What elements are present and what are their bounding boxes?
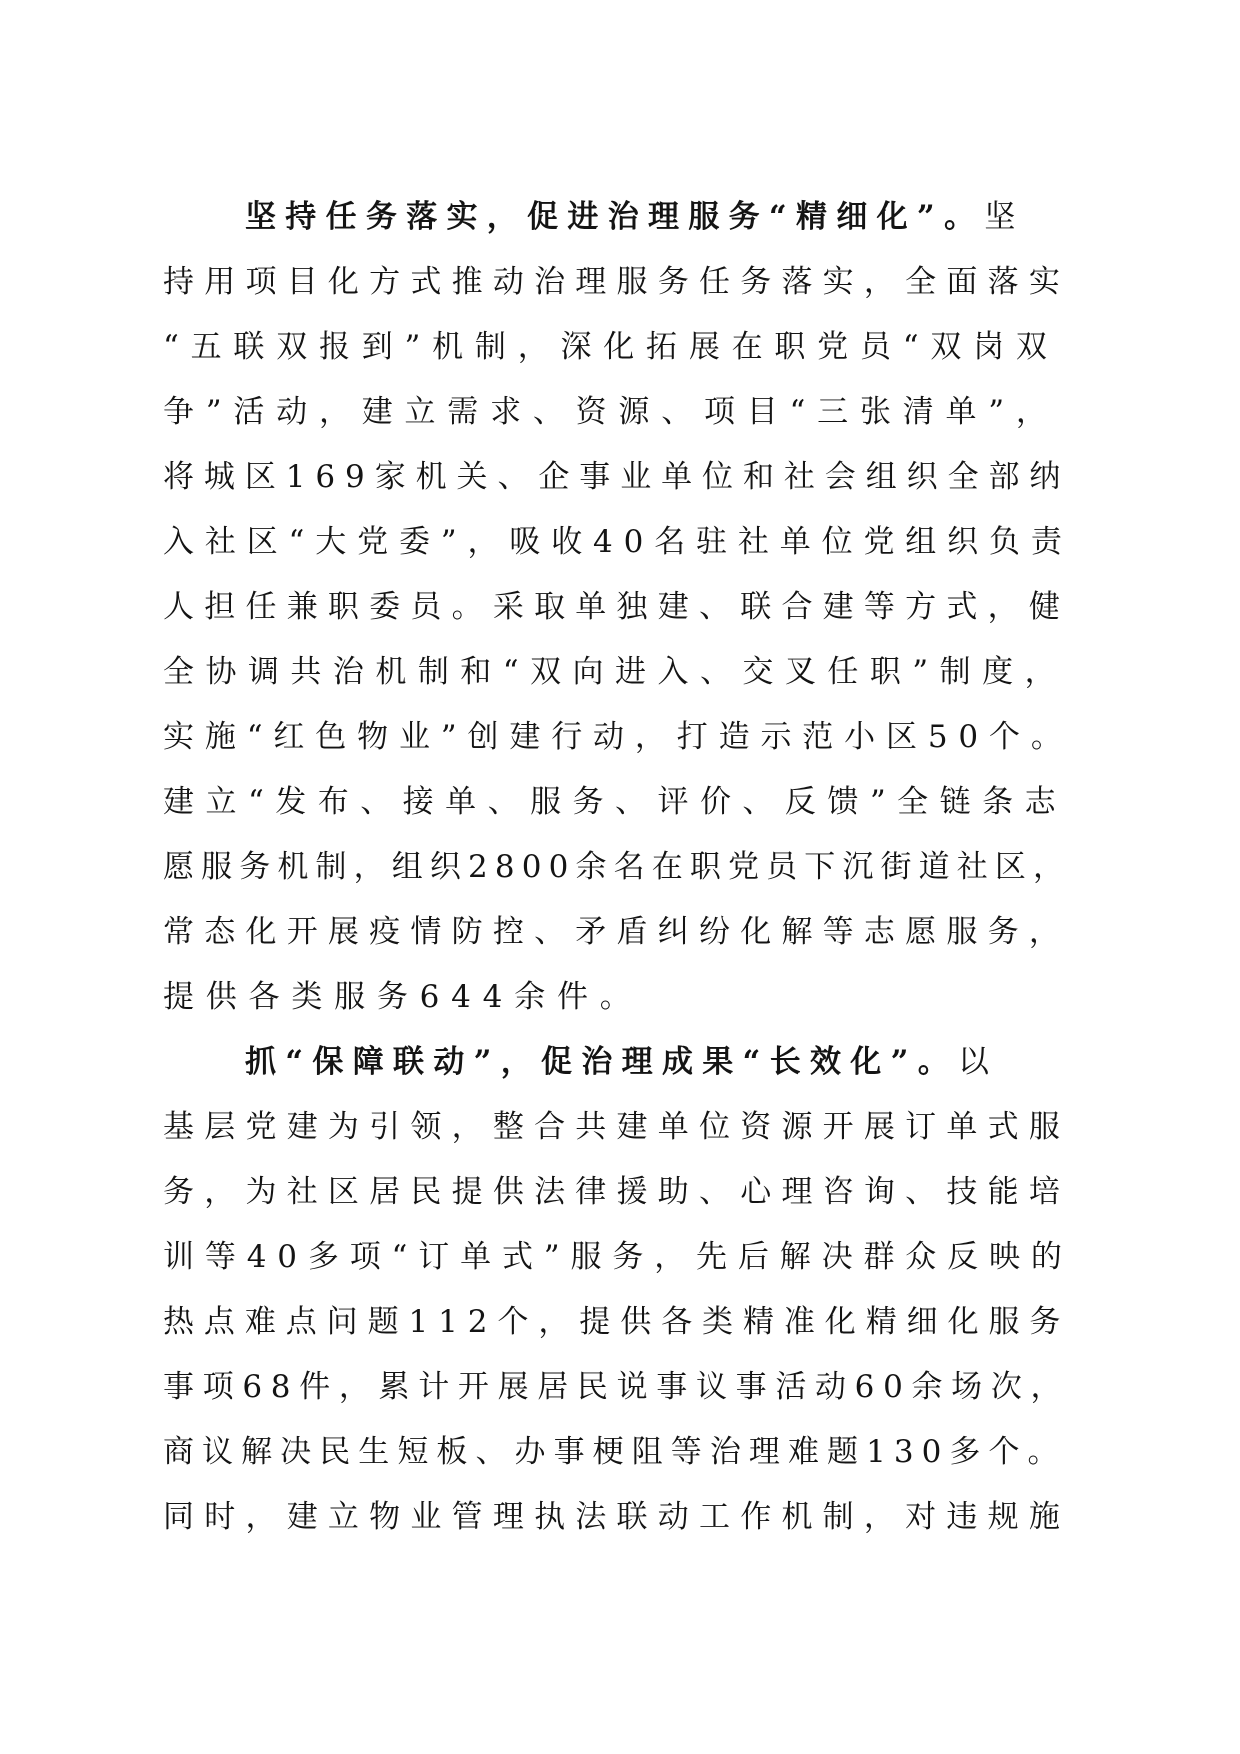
paragraph-2-line: 基层党建为引领，整合共建单位资源开展订单式服: [163, 1109, 1071, 1145]
paragraph-1-line: 人担任兼职委员。采取单独建、联合建等方式，健: [163, 589, 1071, 625]
paragraph-2-line: 商议解决民生短板、办事梗阻等治理难题130多个。: [163, 1434, 1067, 1470]
paragraph-1-line: “五联双报到”机制，深化拓展在职党员“双岗双: [163, 329, 1059, 365]
paragraph-2-heading: 抓“保障联动”，促治理成果“长效化”。: [245, 1044, 959, 1080]
paragraph-2-first-line: [163, 1030, 1073, 1095]
paragraph-1-heading: 坚持任务落实，促进治理服务“精细化”。: [245, 199, 985, 235]
paragraph-2-line: 务，为社区居民提供法律援助、心理咨询、技能培: [163, 1174, 1071, 1210]
paragraph-1-line: 愿服务机制，组织2800余名在职党员下沉街道社区，: [163, 849, 1072, 885]
paragraph-2-line: 事项68件，累计开展居民说事议事活动60余场次，: [163, 1369, 1071, 1405]
paragraph-2-line: 热点难点问题112个，提供各类精准化精细化服务: [163, 1304, 1071, 1340]
paragraph-1-line: 全协调共治机制和“双向进入、交叉任职”制度，: [163, 654, 1068, 690]
paragraph-1-line-text: 坚: [984, 199, 1028, 235]
paragraph-1-line: 常态化开展疫情防控、矛盾纠纷化解等志愿服务，: [163, 914, 1071, 950]
paragraph-2-line: 同时，建立物业管理执法联动工作机制，对违规施: [163, 1499, 1071, 1535]
paragraph-1-line: 将城区169家机关、企事业单位和社会组织全部纳: [163, 459, 1071, 495]
paragraph-1-first-line: [163, 185, 1073, 250]
paragraph-1-line: 持用项目化方式推动治理服务任务落实，全面落实: [163, 264, 1071, 300]
paragraph-1-line: 提供各类服务644余件。: [163, 979, 643, 1015]
document-body: [163, 185, 1073, 1550]
paragraph-1-line: 实施“红色物业”创建行动，打造示范小区50个。: [163, 719, 1073, 755]
paragraph-2-line-text: 以: [958, 1044, 1001, 1080]
paragraph-1-line: 入社区“大党委”，吸收40名驻社单位党组织负责: [163, 524, 1073, 560]
paragraph-1-line: 建立“发布、接单、服务、评价、反馈”全链条志: [163, 784, 1068, 820]
paragraph-1-line: 争”活动，建立需求、资源、项目“三张清单”，: [163, 394, 1059, 430]
paragraph-2-line: 训等40多项“订单式”服务，先后解决群众反映的: [163, 1239, 1073, 1275]
